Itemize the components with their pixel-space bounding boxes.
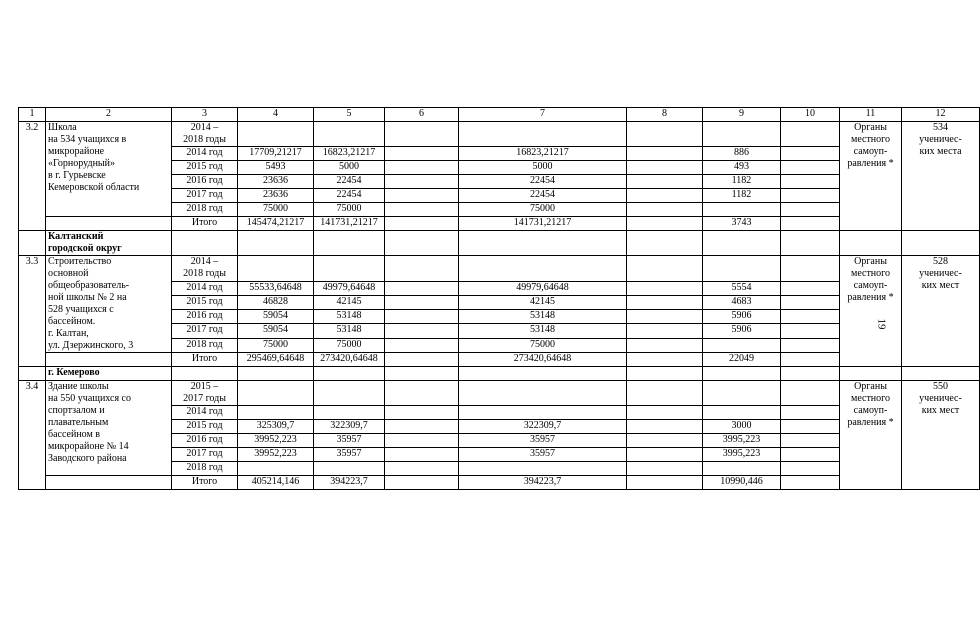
value-cell-c7: 35957 (459, 448, 627, 462)
section-title: Калтанский городской округ (46, 231, 172, 256)
value-cell-c10 (781, 420, 840, 434)
value-cell-c8 (627, 353, 703, 367)
value-cell-c8 (627, 189, 703, 203)
value-cell-c7 (459, 381, 627, 406)
value-cell-c8 (627, 476, 703, 490)
section-cell-empty (781, 367, 840, 381)
section-cell-empty (703, 367, 781, 381)
value-cell-c9: 5906 (703, 324, 781, 338)
period-cell: 2016 год (172, 175, 238, 189)
value-cell-c6 (385, 281, 459, 295)
period-cell: 2017 год (172, 448, 238, 462)
value-cell-c7 (459, 462, 627, 476)
value-cell-c4: 23636 (238, 175, 314, 189)
column-header-12: 12 (902, 108, 980, 122)
value-cell-c5 (314, 256, 385, 282)
responsible-cell: Органы местного самоуп- равления * (840, 256, 902, 367)
value-cell-c7: 53148 (459, 324, 627, 338)
section-cell-empty (840, 367, 902, 381)
period-cell: 2016 год (172, 434, 238, 448)
value-cell-c7: 49979,64648 (459, 281, 627, 295)
value-cell-c5 (314, 381, 385, 406)
row-id: 3.4 (19, 381, 46, 490)
value-cell-c5: 394223,7 (314, 476, 385, 490)
section-cell-empty (238, 367, 314, 381)
value-cell-c4: 55533,64648 (238, 281, 314, 295)
column-header-6: 6 (385, 108, 459, 122)
value-cell-c5: 273420,64648 (314, 353, 385, 367)
value-cell-c8 (627, 161, 703, 175)
capacity-cell: 550 ученичес- ких мест (902, 381, 980, 490)
section-cell-empty (627, 231, 703, 256)
value-cell-c4: 17709,21217 (238, 147, 314, 161)
period-cell: Итого (172, 353, 238, 367)
value-cell-c5: 16823,21217 (314, 147, 385, 161)
table-row (19, 476, 980, 490)
value-cell-c7: 141731,21217 (459, 217, 627, 231)
value-cell-c5: 53148 (314, 310, 385, 324)
value-cell-c10 (781, 122, 840, 147)
period-cell: 2015 год (172, 295, 238, 309)
value-cell-c8 (627, 420, 703, 434)
value-cell-c10 (781, 295, 840, 309)
table-row (19, 353, 980, 367)
period-cell: 2017 год (172, 189, 238, 203)
value-cell-c6 (385, 448, 459, 462)
column-header-5: 5 (314, 108, 385, 122)
value-cell-c4: 46828 (238, 295, 314, 309)
value-cell-c4 (238, 256, 314, 282)
value-cell-c6 (385, 338, 459, 352)
value-cell-c4 (238, 406, 314, 420)
value-cell-c4: 405214,146 (238, 476, 314, 490)
table-row (19, 122, 980, 147)
value-cell-c4 (238, 122, 314, 147)
object-description: Здание школы на 550 учащихся со спортзалом и плавательным бассейном в микрорайоне № 14 Заводского района (46, 381, 172, 476)
capacity-cell: 534 ученичес- ких места (902, 122, 980, 231)
value-cell-c9 (703, 381, 781, 406)
value-cell-c10 (781, 448, 840, 462)
value-cell-c9: 5906 (703, 310, 781, 324)
value-cell-c7: 16823,21217 (459, 147, 627, 161)
value-cell-c10 (781, 281, 840, 295)
value-cell-c5: 42145 (314, 295, 385, 309)
value-cell-c8 (627, 381, 703, 406)
column-header-1: 1 (19, 108, 46, 122)
value-cell-c9: 3995,223 (703, 448, 781, 462)
object-description: Строительство основной общеобразователь- ной школы № 2 на 528 учащихся с бассейном. г. Калтан, ул. Дзержинского, 3 (46, 256, 172, 353)
value-cell-c9: 4683 (703, 295, 781, 309)
value-cell-c8 (627, 175, 703, 189)
value-cell-c5: 75000 (314, 203, 385, 217)
value-cell-c9: 10990,446 (703, 476, 781, 490)
section-cell-empty (703, 231, 781, 256)
row-id: 3.3 (19, 256, 46, 367)
section-cell-empty (238, 231, 314, 256)
value-cell-c8 (627, 310, 703, 324)
column-header-8: 8 (627, 108, 703, 122)
section-cell-empty (902, 367, 980, 381)
value-cell-c10 (781, 353, 840, 367)
header-row (19, 108, 980, 122)
value-cell-c8 (627, 462, 703, 476)
section-cell-id (19, 367, 46, 381)
value-cell-c9: 3000 (703, 420, 781, 434)
value-cell-c8 (627, 122, 703, 147)
value-cell-c4: 145474,21217 (238, 217, 314, 231)
value-cell-c10 (781, 406, 840, 420)
section-cell-empty (314, 367, 385, 381)
value-cell-c5: 141731,21217 (314, 217, 385, 231)
value-cell-c9 (703, 122, 781, 147)
page-number: 19 (875, 318, 888, 330)
value-cell-c7 (459, 122, 627, 147)
period-cell: 2014 – 2018 годы (172, 256, 238, 282)
value-cell-c9 (703, 406, 781, 420)
value-cell-c4: 325309,7 (238, 420, 314, 434)
value-cell-c9 (703, 338, 781, 352)
value-cell-c8 (627, 448, 703, 462)
value-cell-c9: 1182 (703, 175, 781, 189)
value-cell-c10 (781, 381, 840, 406)
value-cell-c4: 59054 (238, 324, 314, 338)
value-cell-c7: 322309,7 (459, 420, 627, 434)
value-cell-c10 (781, 310, 840, 324)
value-cell-c5: 322309,7 (314, 420, 385, 434)
value-cell-c5 (314, 406, 385, 420)
value-cell-c10 (781, 189, 840, 203)
value-cell-c10 (781, 476, 840, 490)
value-cell-c10 (781, 324, 840, 338)
value-cell-c5: 35957 (314, 448, 385, 462)
column-header-3: 3 (172, 108, 238, 122)
value-cell-c6 (385, 420, 459, 434)
value-cell-c7: 22454 (459, 189, 627, 203)
value-cell-c5: 22454 (314, 189, 385, 203)
value-cell-c4: 23636 (238, 189, 314, 203)
table-row (19, 217, 980, 231)
value-cell-c10 (781, 338, 840, 352)
description-empty-cell (46, 353, 172, 367)
column-header-9: 9 (703, 108, 781, 122)
value-cell-c6 (385, 476, 459, 490)
section-cell-empty (385, 367, 459, 381)
value-cell-c5 (314, 122, 385, 147)
period-cell: Итого (172, 217, 238, 231)
section-cell-empty (172, 367, 238, 381)
value-cell-c4 (238, 462, 314, 476)
value-cell-c4: 39952,223 (238, 434, 314, 448)
value-cell-c4 (238, 381, 314, 406)
value-cell-c5: 5000 (314, 161, 385, 175)
value-cell-c9 (703, 462, 781, 476)
value-cell-c5: 75000 (314, 338, 385, 352)
section-cell-empty (840, 231, 902, 256)
value-cell-c9: 3995,223 (703, 434, 781, 448)
value-cell-c9: 493 (703, 161, 781, 175)
value-cell-c6 (385, 161, 459, 175)
value-cell-c10 (781, 203, 840, 217)
column-header-10: 10 (781, 108, 840, 122)
value-cell-c6 (385, 324, 459, 338)
value-cell-c7 (459, 256, 627, 282)
value-cell-c9 (703, 203, 781, 217)
period-cell: 2014 – 2018 годы (172, 122, 238, 147)
value-cell-c6 (385, 434, 459, 448)
description-empty-cell (46, 476, 172, 490)
row-id: 3.2 (19, 122, 46, 231)
section-row (19, 231, 980, 256)
period-cell: 2014 год (172, 406, 238, 420)
value-cell-c8 (627, 434, 703, 448)
table-row (19, 381, 980, 406)
value-cell-c9: 5554 (703, 281, 781, 295)
value-cell-c7: 273420,64648 (459, 353, 627, 367)
value-cell-c6 (385, 147, 459, 161)
value-cell-c7: 53148 (459, 310, 627, 324)
value-cell-c6 (385, 353, 459, 367)
value-cell-c6 (385, 203, 459, 217)
value-cell-c5: 22454 (314, 175, 385, 189)
value-cell-c9: 1182 (703, 189, 781, 203)
program-table (18, 107, 980, 490)
value-cell-c6 (385, 189, 459, 203)
value-cell-c4: 75000 (238, 338, 314, 352)
value-cell-c9 (703, 256, 781, 282)
period-cell: 2017 год (172, 324, 238, 338)
value-cell-c4: 75000 (238, 203, 314, 217)
section-cell-empty (459, 231, 627, 256)
value-cell-c8 (627, 324, 703, 338)
value-cell-c4: 295469,64648 (238, 353, 314, 367)
value-cell-c7 (459, 406, 627, 420)
section-cell-empty (627, 367, 703, 381)
value-cell-c7: 22454 (459, 175, 627, 189)
value-cell-c5 (314, 462, 385, 476)
section-title: г. Кемерово (46, 367, 172, 381)
period-cell: 2015 год (172, 420, 238, 434)
capacity-cell: 528 ученичес- ких мест (902, 256, 980, 367)
value-cell-c7: 5000 (459, 161, 627, 175)
value-cell-c10 (781, 175, 840, 189)
value-cell-c8 (627, 256, 703, 282)
value-cell-c10 (781, 217, 840, 231)
value-cell-c8 (627, 203, 703, 217)
value-cell-c9: 22049 (703, 353, 781, 367)
value-cell-c9: 886 (703, 147, 781, 161)
period-cell: Итого (172, 476, 238, 490)
value-cell-c6 (385, 406, 459, 420)
period-cell: 2018 год (172, 203, 238, 217)
value-cell-c10 (781, 434, 840, 448)
value-cell-c8 (627, 281, 703, 295)
value-cell-c6 (385, 175, 459, 189)
responsible-cell: Органы местного самоуп- равления * (840, 381, 902, 490)
table-row (19, 256, 980, 282)
value-cell-c6 (385, 217, 459, 231)
object-description: Школа на 534 учащихся в микрорайоне «Горнорудный» в г. Гурьевске Кемеровской области (46, 122, 172, 217)
responsible-cell: Органы местного самоуп- равления * (840, 122, 902, 231)
value-cell-c7: 75000 (459, 203, 627, 217)
value-cell-c10 (781, 161, 840, 175)
value-cell-c8 (627, 217, 703, 231)
value-cell-c7: 35957 (459, 434, 627, 448)
value-cell-c6 (385, 310, 459, 324)
section-cell-empty (781, 231, 840, 256)
value-cell-c10 (781, 462, 840, 476)
value-cell-c6 (385, 256, 459, 282)
section-cell-empty (314, 231, 385, 256)
period-cell: 2018 год (172, 338, 238, 352)
value-cell-c7: 42145 (459, 295, 627, 309)
value-cell-c10 (781, 147, 840, 161)
section-row (19, 367, 980, 381)
period-cell: 2018 год (172, 462, 238, 476)
column-header-11: 11 (840, 108, 902, 122)
value-cell-c7: 75000 (459, 338, 627, 352)
value-cell-c7: 394223,7 (459, 476, 627, 490)
value-cell-c6 (385, 122, 459, 147)
value-cell-c6 (385, 295, 459, 309)
value-cell-c9: 3743 (703, 217, 781, 231)
period-cell: 2016 год (172, 310, 238, 324)
column-header-2: 2 (46, 108, 172, 122)
description-empty-cell (46, 217, 172, 231)
value-cell-c4: 39952,223 (238, 448, 314, 462)
column-header-4: 4 (238, 108, 314, 122)
value-cell-c10 (781, 256, 840, 282)
section-cell-empty (172, 231, 238, 256)
period-cell: 2014 год (172, 281, 238, 295)
value-cell-c8 (627, 338, 703, 352)
value-cell-c4: 5493 (238, 161, 314, 175)
value-cell-c4: 59054 (238, 310, 314, 324)
value-cell-c8 (627, 147, 703, 161)
section-cell-empty (902, 231, 980, 256)
period-cell: 2015 год (172, 161, 238, 175)
section-cell-empty (385, 231, 459, 256)
value-cell-c6 (385, 462, 459, 476)
section-cell-id (19, 231, 46, 256)
column-header-7: 7 (459, 108, 627, 122)
value-cell-c8 (627, 295, 703, 309)
value-cell-c5: 53148 (314, 324, 385, 338)
value-cell-c5: 35957 (314, 434, 385, 448)
value-cell-c5: 49979,64648 (314, 281, 385, 295)
value-cell-c6 (385, 381, 459, 406)
section-cell-empty (459, 367, 627, 381)
value-cell-c8 (627, 406, 703, 420)
period-cell: 2014 год (172, 147, 238, 161)
period-cell: 2015 – 2017 годы (172, 381, 238, 406)
